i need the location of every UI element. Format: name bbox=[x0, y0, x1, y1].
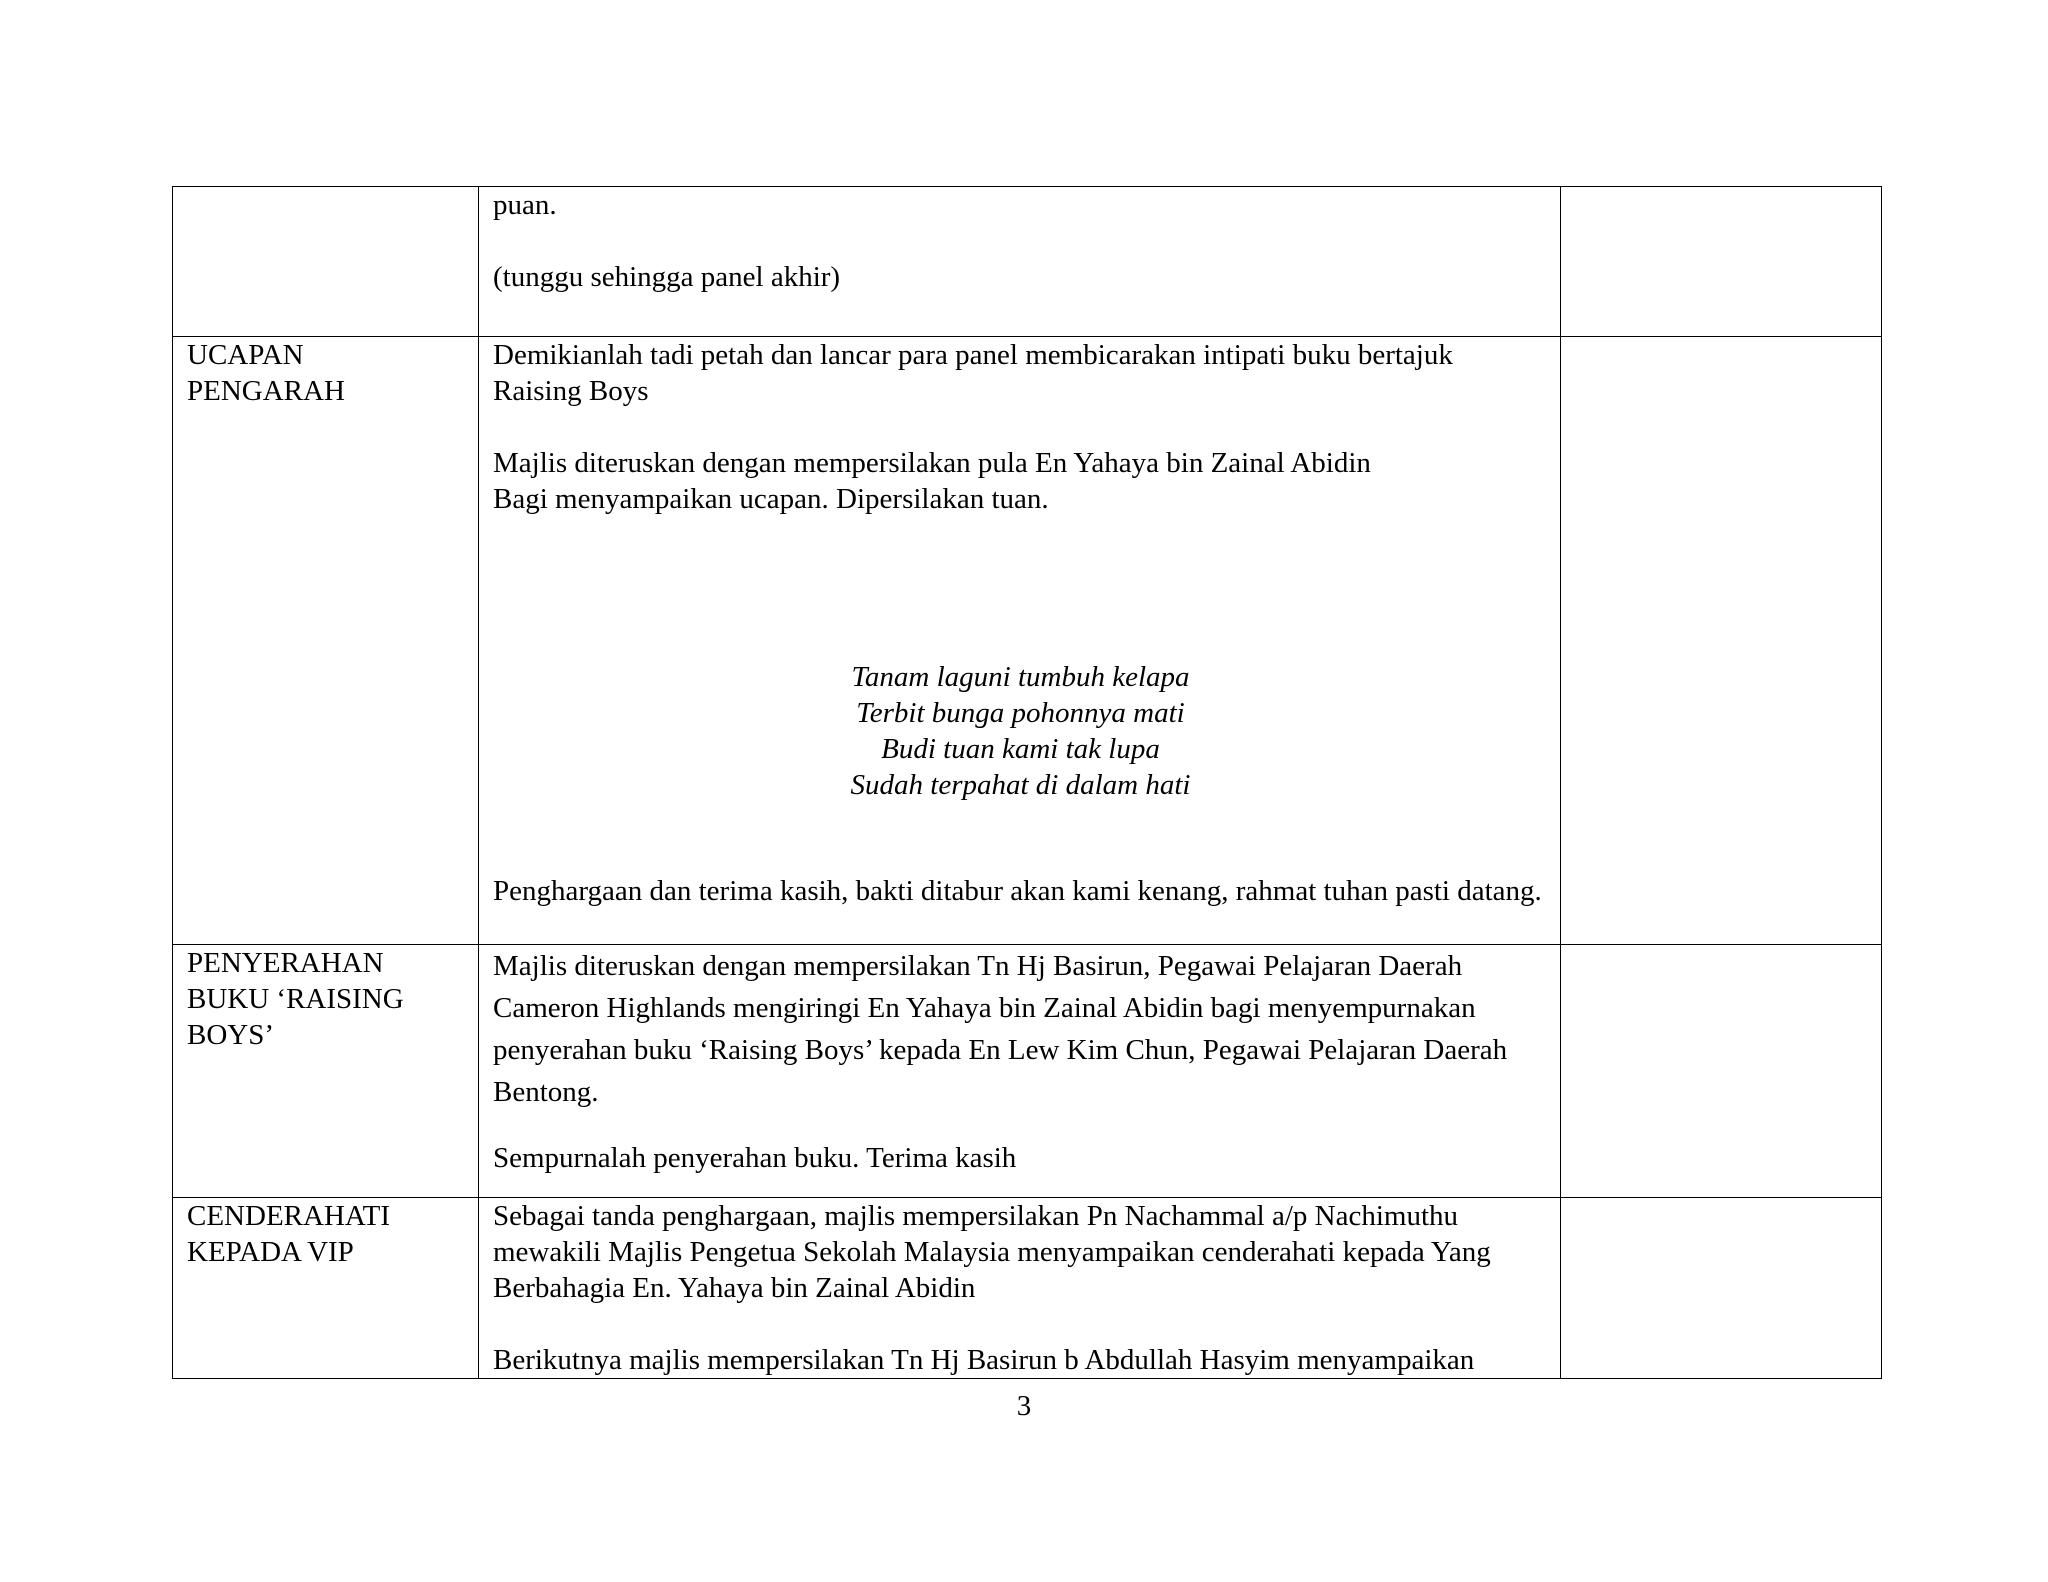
row-content-cell bbox=[479, 1198, 1561, 1379]
pantun-line: Sudah terpahat di dalam hati bbox=[850, 769, 1191, 801]
row-notes-cell bbox=[1561, 945, 1882, 1198]
row-notes-cell bbox=[1561, 187, 1882, 337]
table-row bbox=[173, 945, 1882, 1198]
table-row bbox=[173, 1198, 1882, 1379]
pantun-line: Tanam laguni tumbuh kelapa bbox=[851, 661, 1190, 693]
row-label-cell bbox=[173, 187, 479, 337]
paragraph: Sebagai tanda penghargaan, majlis mempersilakan Pn Nachammal a/p Nachimuthu mewakili Majlis Pengetua Sekolah Malaysia menyampaikan cenderahati kepada Yang Berbahagia En. Yahaya bin Zainal Abidin bbox=[493, 1200, 1491, 1304]
paragraph: (tunggu sehingga panel akhir) bbox=[493, 261, 841, 293]
row-label: PENYERAHAN BUKU ‘RAISING BOYS’ bbox=[187, 947, 404, 1051]
row-notes-cell bbox=[1561, 337, 1882, 945]
paragraph: Berikutnya majlis mempersilakan Tn Hj Basirun b Abdullah Hasyim menyampaikan bbox=[493, 1344, 1475, 1376]
row-notes-cell bbox=[1561, 1198, 1882, 1379]
page-number: 3 bbox=[1016, 1390, 1032, 1422]
table-row bbox=[173, 337, 1882, 945]
row-label-cell bbox=[173, 337, 479, 945]
row-content-cell bbox=[479, 337, 1561, 945]
row-label-cell bbox=[173, 945, 479, 1198]
program-table bbox=[172, 186, 1882, 1379]
row-label: CENDERAHATI KEPADA VIP bbox=[187, 1200, 390, 1268]
row-content-cell bbox=[479, 945, 1561, 1198]
row-content-cell bbox=[479, 187, 1561, 337]
paragraph: Demikianlah tadi petah dan lancar para panel membicarakan intipati buku bertajuk Raising Boys bbox=[493, 339, 1453, 407]
paragraph: Penghargaan dan terima kasih, bakti ditabur akan kami kenang, rahmat tuhan pasti datang. bbox=[493, 875, 1542, 907]
paragraph: Sempurnalah penyerahan buku. Terima kasih bbox=[493, 1142, 1017, 1174]
pantun-line: Budi tuan kami tak lupa bbox=[881, 733, 1160, 765]
pantun-verse bbox=[493, 659, 1548, 803]
row-label-cell bbox=[173, 1198, 479, 1379]
paragraph-line: Bagi menyampaikan ucapan. Dipersilakan tuan. bbox=[493, 483, 1049, 515]
pantun-line: Terbit bunga pohonnya mati bbox=[856, 697, 1185, 729]
table-row bbox=[173, 187, 1882, 337]
paragraph: puan. bbox=[493, 189, 557, 221]
paragraph: Majlis diteruskan dengan mempersilakan Tn Hj Basirun, Pegawai Pelajaran Daerah Cameron Highlands mengiringi En Yahaya bin Zainal Abidin bagi menyempurnakan penyerahan buku ‘Raising Boys’ kepada En Lew Kim Chun, Pegawai Pelajaran Daerah Bentong. bbox=[493, 950, 1508, 1108]
paragraph-line: Majlis diteruskan dengan mempersilakan pula En Yahaya bin Zainal Abidin bbox=[493, 447, 1371, 479]
row-label: UCAPAN PENGARAH bbox=[187, 339, 345, 407]
